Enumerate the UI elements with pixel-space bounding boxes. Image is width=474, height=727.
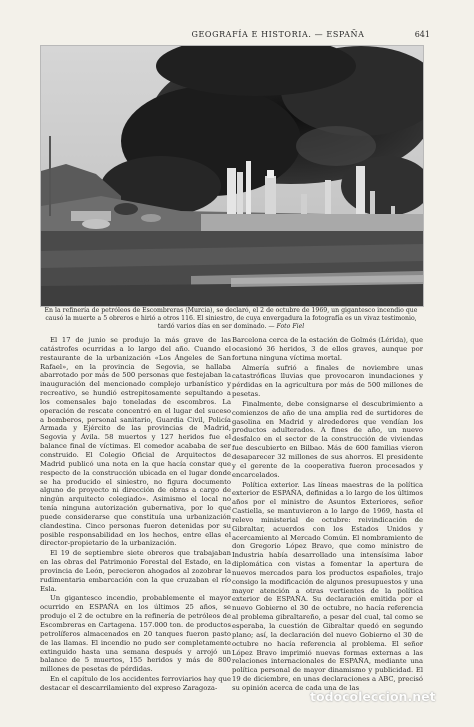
photo-caption: [40, 307, 422, 330]
watermark: todocoleccion.net: [310, 689, 436, 704]
caption-text: En la refinería de petróleos de Escombreras (Murcia), se declaró, el 2 de octubre de 1969, un gigantesco incendio que causó la muerte a 5 obreros e hirió a otros 116. El siniestro, de cuya envergadura la fotografía es un vivaz testimonio, tardó varios días en ser dominado. —: [44, 307, 418, 330]
right-column: [232, 336, 423, 694]
paragraph: En el capítulo de los accidentes ferroviarios hay que destacar el descarrilamiento del expreso Zaragoza-: [40, 675, 231, 692]
paragraph: Finalmente, debe consignarse el descubrimiento a comienzos de año de una amplia red de surtidores de gasolina en Madrid y alrededores que vendían los productos adulterados. A fines de año, un nuevo desfalco en el sector de la construcción de viviendas fue descubierto en Bilbao. Más de 600 familias vieron desaparecer 32 millones de sus ahorros. El presidente y el gerente de la cooperativa fueron procesados y encarcelados.: [232, 399, 423, 479]
paragraph: Almería sufrió a finales de noviembre unas catastróficas lluvias que provocaron inundaciones y pérdidas en la agricultura por más de 500 millones de pesetas.: [232, 363, 423, 399]
paragraph: El 17 de junio se produjo la más grave de las catástrofes ocurridas a lo largo del año. Cuando el restaurante de la urbanización «Los Ángeles de San Rafael», en la provincia de Segovia, se hallaba abarrotado por más de 500 personas que festejaban la inauguración del mencionado complejo urbanístico y recreativo, se hundió estrepitosamente sepultando a los comensales bajo toneladas de escombros. La operación de rescate concentró en el lugar del suceso a bomberos, personal sanitario, Guardia Civil, Policía Armada y Ejército de las provincias de Madrid, Segovia y Ávila. 58 muertos y 127 heridos fue el balance final de víctimas. El comedor acababa de ser construido. El Colegio Oficial de Arquitectos de Madrid publicó una nota en la que hacía constar que respecto de la construcción ubicada en el lugar donde se ha producido el siniestro, no figura documento alguno de proyecto ni dirección de obras a cargo de ningún arquitecto colegiado». Asimismo el local no tenía ninguna autorización gubernativa, por lo que puede considerarse que constituía una urbanización clandestina. Cinco personas fueron detenidas por su posible responsabilidad en los hechos, entre ellas el director-propietario de la urbanización.: [40, 336, 231, 548]
photo-credit: Foto Fiel: [276, 322, 305, 330]
paragraph: Barcelona cerca de la estación de Golmés (Lérida), que ocasionó 36 heridos, 3 de ellos graves, aunque por fortuna ninguna víctima mortal.: [232, 336, 423, 362]
paragraph: El 19 de septiembre siete obreros que trabajaban en las obras del Patrimonio Forestal del Estado, en la provincia de León, perecieron ahogados al zozobrar la rudimentaria embarcación con la que cruzaban el río Esla.: [40, 549, 231, 593]
paragraph: Un gigantesco incendio, probablemente el mayor ocurrido en ESPAÑA en los últimos 25 años, se produjo el 2 de octubre en la refinería de petróleos de Escombreras en Cartagena. 157.000 ton. de productos petrolíferos almacenados en 20 tanques fueron pasto de las llamas. El incendio no pudo ser completamente extinguido hasta una semana después y arrojó un balance de 5 muertos, 155 heridos y más de 800 millones de pesetas de pérdidas.: [40, 594, 231, 674]
left-column: [40, 336, 231, 694]
refinery-fire-photo: [40, 45, 424, 307]
running-header: GEOGRAFÍA E HISTORIA. — ESPAÑA: [191, 30, 365, 39]
paragraph: Política exterior. Las líneas maestras de la política exterior de ESPAÑA, definidas a lo largo de los últimos años por el ministro de Asuntos Exteriores, señor Castiella, se mantuvieron a lo largo de 1969, hasta el relevo ministerial de octubre: reivindicación de Gibraltar, acuerdos con los Estados Unidos y acercamiento al Mercado Común. El nombramiento de don Gregorio López Bravo, que como ministro de Industria había desarrollado una intensísima labor diplomática con vistas a fomentar la apertura de nuevos mercados para los productos españoles, trajo consigo la modificación de algunos presupuestos y una mayor atención a otras vertientes de la política exterior de ESPAÑA. Su declaración emitida por el nuevo Gobierno el 30 de octubre, no hacía referencia al problema gibraltareño, a pesar del cual, tal como se esperaba, la cuestión de Gibraltar quedó en segundo plano; así, la declaración del nuevo Gobierno el 30 de octubre no hacía referencia al problema. El señor López Bravo imprimió nuevas formas externas a las relaciones internacionales de ESPAÑA, mediante una política personal de mayor dinamismo y publicidad. El 19 de diciembre, en unas declaraciones a ABC, precisó su opinión acerca de cada una de las: [232, 480, 423, 692]
page-number: 641: [414, 30, 430, 39]
